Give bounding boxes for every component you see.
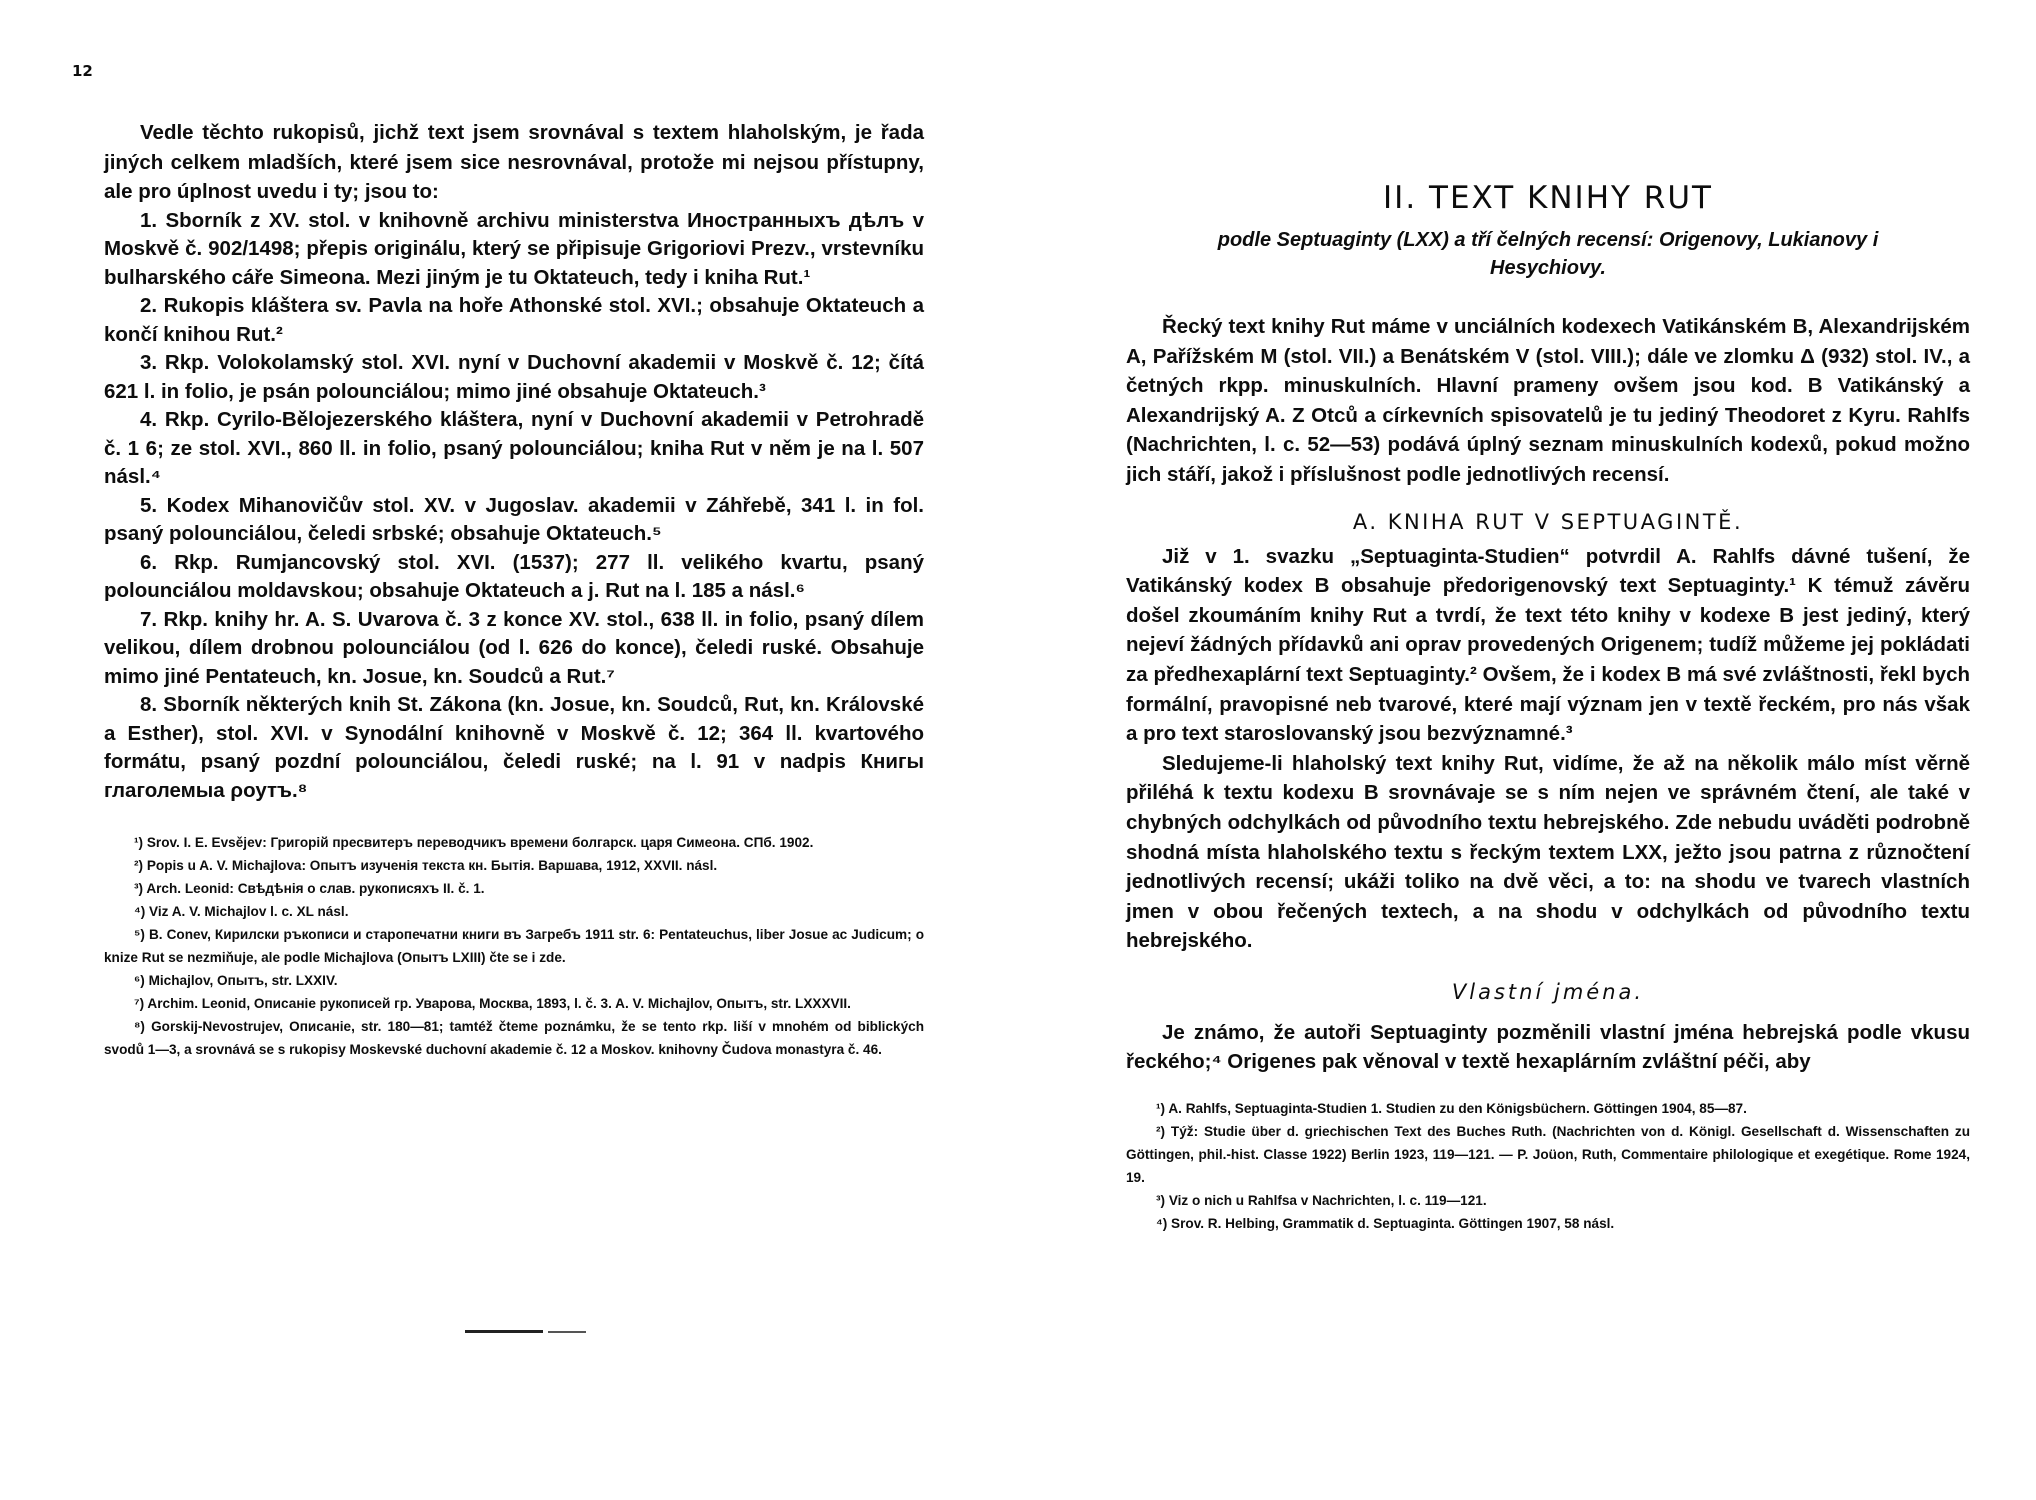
list-item: 4. Rkp. Cyrilo-Bělojezerského kláštera, nyní v Duchovní akademii v Petrohradě č. 1 6; ze stol. XVI., 860 ll. in folio, psaný polounciálou; kniha Rut v něm je na l. 507 násl.⁴ [104,408,924,489]
section-heading-a: A. KNIHA RUT V SEPTUAGINTĚ. [1352,509,1744,534]
list-item: 1. Sborník z XV. stol. v knihovně archivu ministerstva Иностранныхъ дѣлъ v Moskvě č. 902/1498; přepis originálu, který se připisuje Grigoriovi Prezv., vrstevníku bulharského cáře Simeona. Mezi jiným je tu Oktateuch, tedy i kniha Rut.¹ [104,208,924,289]
right-column [1126,180,1970,1235]
footnote: ¹) Srov. I. E. Evsějev: Григорій пресвитеръ переводчикъ времени болгарск. царя Симеона. СПб. 1902. [134,835,814,851]
paragraph: Již v 1. svazku „Septuaginta-Studien“ potvrdil A. Rahlfs dávné tušení, že Vatikánský kodex B obsahuje předorigenovský text Septuaginty.¹ K témuž závěru došel zkoumáním knihy Rut a tvrdí, že text této knihy v kodexe B jest jediný, který nejeví žádných přídavků ani oprav provedených Origenem; tudíž můžeme jej pokládati za předhexaplární text Septuaginty.² Ovšem, že i kodex B má své zvláštnosti, řekl bych formální, pravopisné neb tvarové, které mají význam jen v textě řeckém, pro nás však a pro text staroslovanský jsou bezvýznamné.³ [1126,544,1970,746]
list-item: 8. Sborník některých knih St. Zákona (kn. Josue, kn. Soudců, Rut, kn. Královské a Esther), stol. XVI. v Synodální knihovně v Moskvě č. 12; 364 ll. kvartového formátu, psaný pozdní polounciálou, čeledi ruské; na l. 91 v nadpis Книгы глаголемыа ρоутъ.⁸ [104,693,924,802]
section-a-body [1126,542,1970,956]
chapter-subtitle: podle Septuaginty (LXX) a tří čelných recensí: Origenovy, Lukianovy i Hesychiovy. [1217,229,1879,279]
footnote: ³) Arch. Leonid: Свѣдѣнія о слав. рукописяхъ II. č. 1. [134,881,485,897]
footnote: ⁷) Archim. Leonid, Описаніе рукописей гр. Уварова, Москва, 1893, l. č. 3. A. V. Michajlov, Опытъ, str. LXXXVII. [134,996,851,1012]
left-intro [104,118,924,207]
list-item: 6. Rkp. Rumjancovský stol. XVI. (1537); 277 ll. velikého kvartu, psaný polounciálou moldavskou; obsahuje Oktateuch a j. Rut na l. 185 a násl.⁶ [104,550,924,603]
footnote: ¹) A. Rahlfs, Septuaginta-Studien 1. Studien zu den Königsbüchern. Göttingen 1904, 85—87. [1156,1101,1747,1117]
footnote: ⁴) Srov. R. Helbing, Grammatik d. Septuaginta. Göttingen 1907, 58 násl. [1156,1216,1615,1232]
paragraph: Sledujeme-li hlaholský text knihy Rut, vidíme, že až na několik málo míst věrně přiléhá k textu kodexu B srovnávaje se s ním nejen ve správném čtení, ale také v chybných odchylkách od původního textu hebrejského. Zde nebudu uváděti podrobně shodná místa hlaholského textu s řeckým textem LXX, ježto jsou patrna z různočtení jednotlivých recensí; ukáži toliko na dvě věci, a to: na shodu ve tvarech vlastních jmen v obou řečených textech, a na shodu v odchylkách od původního textu hebrejského. [1126,751,1970,953]
page-number: 12 [72,62,93,80]
page-end-rule-tail [548,1331,586,1333]
list-item: 5. Kodex Mihanovičův stol. XV. v Jugoslav. akademii v Záhřebě, 341 l. in fol. psaný polounciálou, čeledi srbské; obsahuje Oktateuch.⁵ [104,493,924,546]
right-intro [1126,312,1970,490]
paragraph: Je známo, že autoři Septuaginty pozměnili vlastní jména hebrejská podle vkusu řeckého;⁴ Origenes pak věnoval v textě hexaplárním zvláštní péči, aby [1126,1020,1970,1074]
intro-paragraph: Vedle těchto rukopisů, jichž text jsem srovnával s textem hlaholským, je řada jiných celkem mladších, které jsem sice nesrovnával, protože mi nejsou přístupny, ale pro úplnost uvedu i ty; jsou to: [104,121,924,204]
right-footnotes [1126,1097,1970,1235]
left-column [104,118,924,1061]
chapter-title: II. TEXT KNIHY RUT [1383,180,1713,216]
footnote: ⁸) Gorskij-Nevostrujev, Описаніе, str. 180—81; tamtéž čteme poznámku, že se tento rkp. liší v mnohém od biblických svodů 1—3, a srovnává se s rukopisy Moskevské duchovní akademie č. 12 a Moskov. knihovny Čudova monastyra č. 46. [104,1019,924,1058]
footnote: ⁴) Viz A. V. Michajlov l. c. XL násl. [134,904,349,920]
section-b-body [1126,1018,1970,1077]
list-item: 7. Rkp. knihy hr. A. S. Uvarova č. 3 z konce XV. stol., 638 ll. in folio, psaný dílem velikou, dílem drobnou polounciálou (od l. 626 do konce), čeledi ruské. Obsahuje mimo jiné Pentateuch, kn. Josue, kn. Soudců a Rut.⁷ [104,607,924,688]
section-heading-vlastni-jmena: Vlastní jména. [1451,979,1645,1004]
page-end-rule [465,1330,543,1333]
footnote: ²) Týž: Studie über d. griechischen Text des Buches Ruth. (Nachrichten von d. Königl. Gesellschaft d. Wissenschaften zu Göttingen, phil.-hist. Classe 1922) Berlin 1923, 119—121. — P. Joüon, Ruth, Commentaire philologique et exegétique. Rome 1924, 19. [1126,1124,1970,1186]
footnote: ²) Popis u A. V. Michajlova: Опытъ изученія текста кн. Бытія. Варшава, 1912, XXVII. násl. [134,858,718,874]
list-item: 2. Rukopis kláštera sv. Pavla na hoře Athonské stol. XVI.; obsahuje Oktateuch a končí knihou Rut.² [104,294,924,346]
footnote: ⁵) B. Conev, Кирилски ръкописи и старопечатни книги въ Загребъ 1911 str. 6: Pentateuchus, liber Josue ac Judicum; o knize Rut se nezmiňuje, ale podle Michajlova (Опытъ LXIII) čte se i zde. [104,927,924,966]
list-item: 3. Rkp. Volokolamský stol. XVI. nyní v Duchovní akademii v Moskvě č. 12; čítá 621 l. in folio, je psán polounciálou; mimo jiné obsahuje Oktateuch.³ [104,351,924,403]
footnote: ⁶) Michajlov, Опытъ, str. LXXIV. [134,973,338,989]
right-page [1018,0,2036,1500]
manuscript-list [104,207,924,806]
footnote: ³) Viz o nich u Rahlfsa v Nachrichten, l. c. 119—121. [1156,1193,1487,1209]
left-footnotes [104,831,924,1061]
intro-paragraph: Řecký text knihy Rut máme v unciálních kodexech Vatikánském B, Alexandrijském A, Pařížském M (stol. VII.) a Benátském V (stol. VIII.); dále ve zlomku Δ (932) stol. IV., a četných rkpp. minuskulních. Hlavní prameny ovšem jsou kod. B Vatikánský a Alexandrijský A. Z Otců a církevních spisovatelů je tu jediný Theodoret z Kyru. Rahlfs (Nachrichten, l. c. 52—53) podává úplný seznam minuskulních kodexů, pokud možno jich stáří, jakož i příslušnost podle jednotlivých recensí. [1126,315,1970,486]
